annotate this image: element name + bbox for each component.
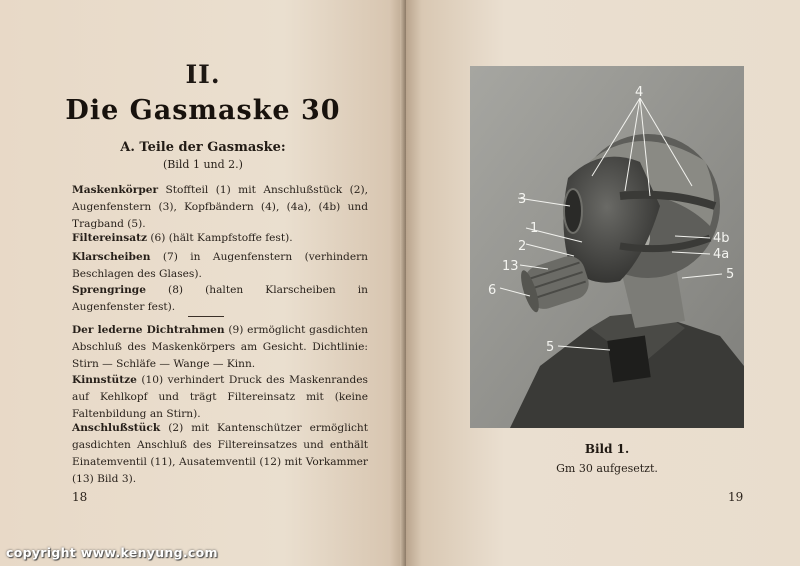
page-number-right: 19 [728, 490, 744, 504]
label-13: 13 [502, 259, 519, 274]
figure-caption-text: Gm 30 aufgesetzt. [556, 462, 658, 475]
definition: (9) ermöglicht gasdichten Abschluß des Maskenkörpers am Gesicht. Dichtlinie: Stirn — Schläfe — Wange — Kinn. [72, 324, 368, 370]
copyright-watermark: copyright www.kenyung.com [6, 545, 218, 560]
definition: (10) verhindert Druck des Maskenrandes auf Kehlkopf und trägt Filtereinsatz mit (keine Faltenbildung an Stirn). [72, 374, 368, 420]
definition: (6) (hält Kampfstoffe fest). [147, 232, 293, 244]
chapter-title: Die Gasmaske 30 [65, 95, 341, 126]
definition: Stoffteil (1) mit Anschlußstück (2), Augenfenstern (3), Kopfbändern (4), (4a), (4b) und Tragband (5). [72, 184, 368, 230]
label-5-upper: 5 [726, 267, 735, 282]
label-5-lower: 5 [546, 340, 555, 355]
label-4b: 4b [713, 231, 730, 246]
term: Maskenkörper [72, 184, 159, 196]
paragraph-klarscheiben [72, 249, 368, 283]
definition: (8) (halten Klarscheiben in Augenfenster fest). [72, 284, 368, 313]
term: Filtereinsatz [72, 232, 147, 244]
definition: (2) mit Kantenschützer ermöglicht gasdichten Anschluß des Filtereinsatzes und enthält Einatemventil (11), Ausatemventil (12) mit Vorkammer (13) Bild 3). [72, 422, 368, 485]
label-4: 4 [635, 85, 644, 100]
term: Anschlußstück [72, 422, 161, 434]
term: Klarscheiben [72, 251, 151, 263]
label-6: 6 [488, 283, 497, 298]
paragraph-kinnstuetze [72, 372, 368, 423]
label-2: 2 [518, 239, 527, 254]
label-4a: 4a [713, 247, 730, 262]
figure-caption-title: Bild 1. [584, 442, 630, 456]
gas-mask-photo [470, 66, 744, 428]
chapter-number: II. [185, 60, 221, 89]
term: Kinnstütze [72, 374, 137, 386]
separator-rule [188, 316, 224, 317]
page-number-left: 18 [72, 490, 88, 504]
paragraph-maskenkoerper [72, 182, 368, 233]
label-1: 1 [530, 221, 539, 236]
definition: (7) in Augenfenstern (verhindern Beschlagen des Glases). [72, 251, 368, 280]
section-heading: A. Teile der Gasmaske: [120, 140, 286, 155]
paragraph-anschlussstueck [72, 420, 368, 488]
term: Der lederne Dichtrahmen [72, 324, 225, 336]
paragraph-filtereinsatz [72, 230, 368, 247]
paragraph-sprengringe [72, 282, 368, 316]
label-3: 3 [518, 192, 527, 207]
figure-reference: (Bild 1 und 2.) [163, 158, 243, 171]
paragraph-dichtrahmen [72, 322, 368, 373]
term: Sprengringe [72, 284, 146, 296]
